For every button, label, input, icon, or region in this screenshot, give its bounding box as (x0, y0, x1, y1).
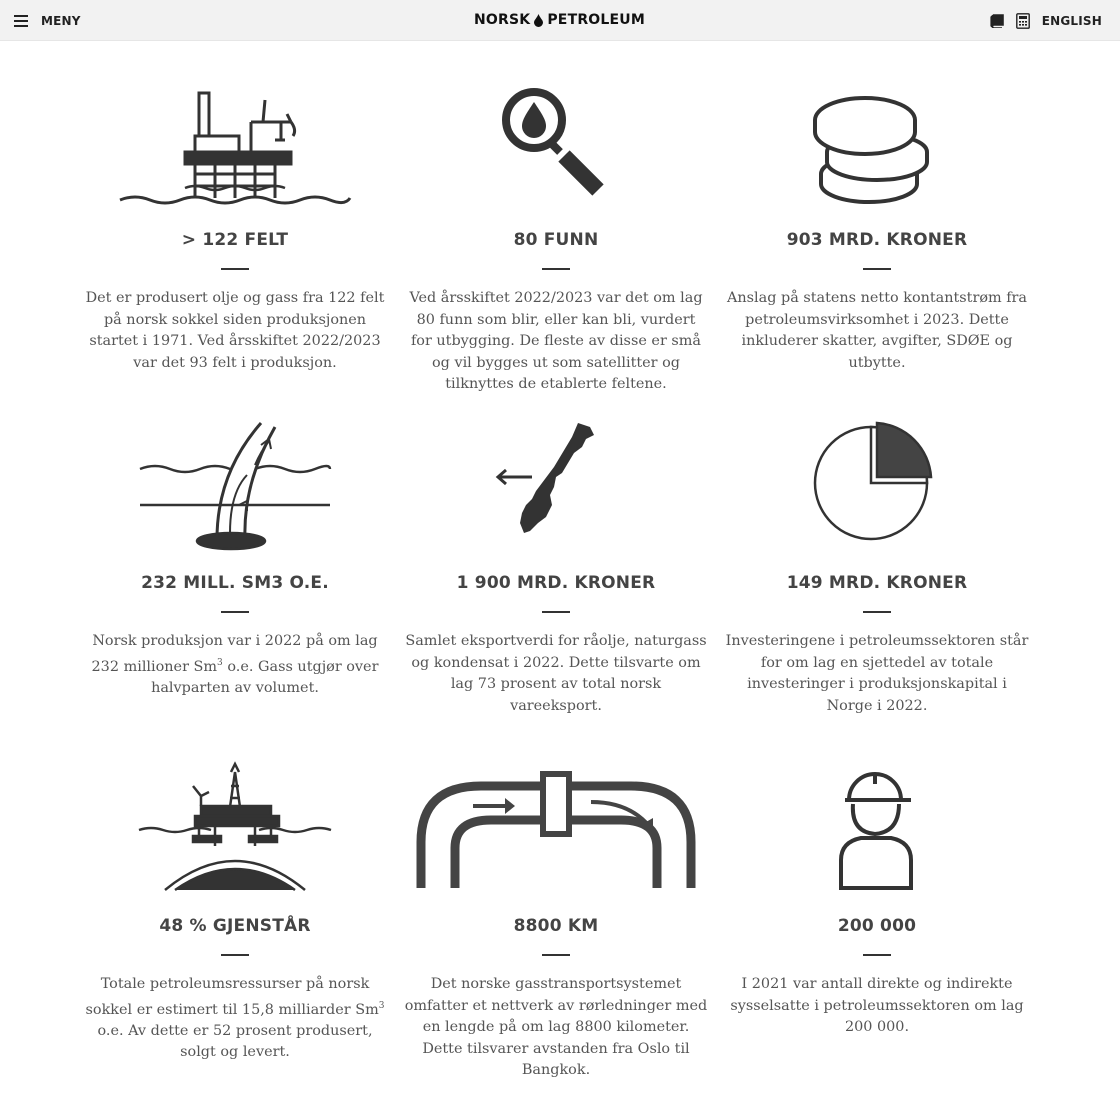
title-divider (221, 611, 249, 613)
book-icon[interactable] (990, 14, 1004, 28)
description-text-part: o.e. Av dette er 52 prosent produsert, solgt og levert. (97, 1022, 373, 1061)
drilling-rig-reservoir-icon (75, 746, 395, 906)
header-tools (990, 11, 1102, 31)
language-switch-link[interactable]: ENGLISH (1041, 14, 1102, 28)
fact-title: 149 MRD. KRONER (786, 573, 968, 593)
worker-helmet-icon (717, 746, 1037, 906)
fact-description: Samlet eksportverdi for råolje, naturgass og kondensat i 2022. Dette tilsvarte om lag 73 prosent av total norsk vareeksport. (405, 633, 707, 714)
description-text-part: o.e. Gass utgjør over halvparten av volumet. (151, 658, 379, 696)
magnifier-oil-drop-icon (396, 60, 716, 220)
title-divider (863, 611, 891, 613)
description-text-part: Totale petroleumsressurser på norsk sokkel er estimert til 15,8 milliarder Sm (85, 976, 379, 1018)
pipe-well-icon (75, 403, 395, 563)
fact-title: 1 900 MRD. KRONER (456, 573, 656, 593)
fact-title: 200 000 (837, 916, 917, 936)
title-divider (542, 954, 570, 956)
oil-platform-icon (75, 60, 395, 220)
title-divider (221, 268, 249, 270)
fact-description: Det er produsert olje og gass fra 122 felt på norsk sokkel siden produksjonen startet i 1971. Ved årsskiftet 2022/2023 var det 93 felt i produksjon. (85, 290, 385, 371)
fact-description: Det norske gasstransportsystemet omfatter et nettverk av rørledninger med en lengde på om lag 8800 kilometer. Dette tilsvarer avstanden fra Oslo til Bangkok. (404, 976, 708, 1078)
fact-title: 232 MILL. SM3 O.E. (141, 573, 329, 593)
fact-title: 80 FUNN (513, 230, 599, 250)
fact-card-export-value (396, 403, 716, 714)
superscript-three: 3 (378, 1000, 385, 1011)
logo-word-petroleum: PETROLEUM (547, 12, 645, 28)
fact-description: Ved årsskiftet 2022/2023 var det om lag 80 funn som blir, eller kan bli, vurdert for utbygging. De fleste av disse er små og vil bygges ut som satellitter og tilknyttes de etablerte feltene. (409, 290, 703, 392)
menu-button[interactable] (14, 11, 81, 31)
oil-drop-icon (534, 14, 543, 27)
pie-chart-icon (717, 403, 1037, 563)
fact-description: I 2021 var antall direkte og indirekte sysselsatte i petroleumssektoren om lag 200 000. (730, 976, 1024, 1035)
title-divider (542, 611, 570, 613)
fact-title: 8800 KM (513, 916, 599, 936)
site-logo[interactable] (474, 10, 645, 30)
fact-card-investments (717, 403, 1037, 714)
fact-card-discoveries (396, 60, 716, 392)
calculator-icon[interactable] (1016, 13, 1030, 29)
logo-word-norsk: NORSK (474, 12, 531, 28)
fact-card-remaining-resources (75, 746, 395, 1061)
fact-card-state-cashflow (717, 60, 1037, 371)
fact-card-pipelines (396, 746, 716, 1078)
fact-card-fields (75, 60, 395, 371)
superscript-three: 3 (217, 657, 223, 668)
menu-icon (14, 15, 28, 27)
fact-title: > 122 FELT (181, 230, 289, 250)
fact-description (83, 631, 387, 699)
title-divider (542, 268, 570, 270)
fact-card-employment (717, 746, 1037, 1035)
top-navigation-bar (0, 0, 1120, 41)
title-divider (863, 954, 891, 956)
fact-description: Anslag på statens netto kontantstrøm fra petroleumsvirksomhet i 2023. Dette inkluderer skatter, avgifter, SDØE og utbytte. (726, 290, 1028, 371)
pipeline-icon (396, 746, 716, 906)
fact-title: 903 MRD. KRONER (786, 230, 968, 250)
fact-title: 48 % GJENSTÅR (159, 916, 311, 936)
fact-description: Investeringene i petroleumssektoren står for om lag en sjettedel av totale investeringer i produksjonskapital i Norge i 2022. (725, 633, 1029, 714)
fact-card-production (75, 403, 395, 696)
norway-map-export-icon (396, 403, 716, 563)
coins-icon (717, 60, 1037, 220)
fact-description (83, 974, 387, 1064)
title-divider (221, 954, 249, 956)
description-text-part: Norsk produksjon var i 2022 på om lag 232 millioner Sm (91, 633, 378, 675)
menu-label: MENY (41, 14, 81, 28)
title-divider (863, 268, 891, 270)
